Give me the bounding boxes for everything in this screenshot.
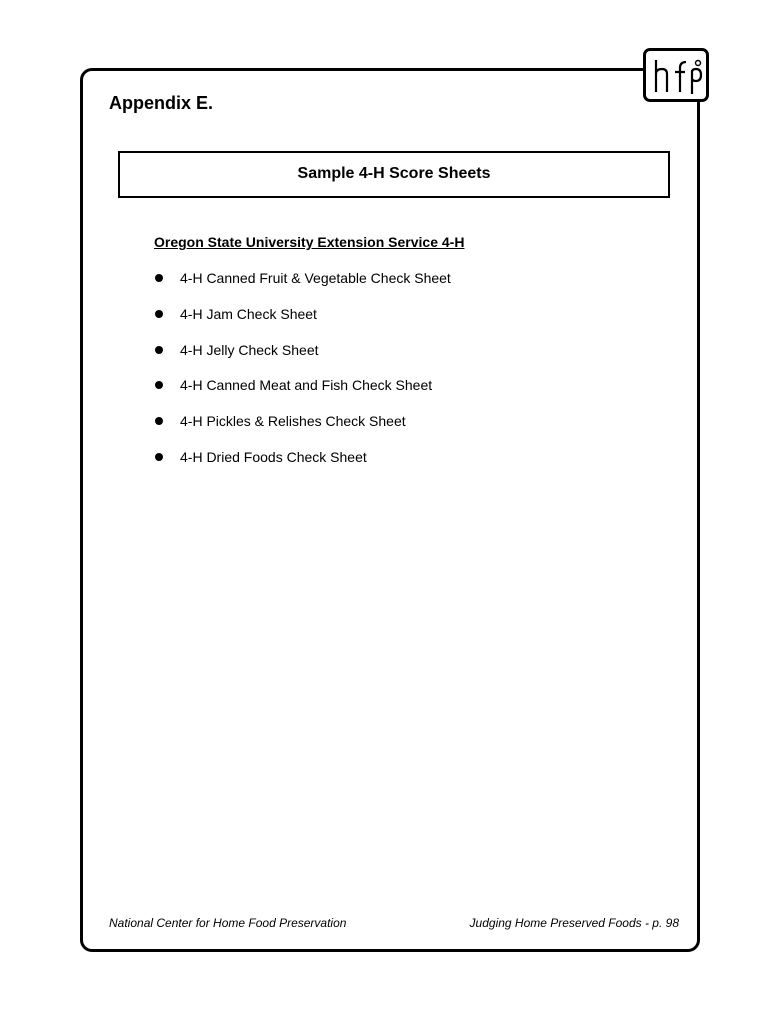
footer-organization: National Center for Home Food Preservation: [109, 916, 347, 930]
list-item-label: 4-H Pickles & Relishes Check Sheet: [180, 413, 406, 430]
bullet-icon: [155, 417, 163, 425]
hfp-logo: [643, 48, 709, 102]
hfp-logo-icon: [650, 54, 704, 98]
sheet-list: [154, 269, 451, 484]
list-item-label: 4-H Canned Fruit & Vegetable Check Sheet: [180, 270, 451, 286]
list-item: [154, 305, 451, 341]
list-item: [154, 376, 451, 412]
list-item-label: 4-H Jam Check Sheet: [180, 305, 317, 322]
footer-page-number: Judging Home Preserved Foods - p. 98: [469, 916, 679, 930]
bullet-icon: [155, 453, 163, 461]
section-title: Sample 4-H Score Sheets: [297, 164, 491, 182]
subheading: Oregon State University Extension Service 4-H: [154, 234, 465, 250]
section-title-box: [118, 151, 670, 198]
appendix-title: Appendix E.: [109, 93, 214, 113]
list-item: [154, 448, 451, 484]
list-item-label: 4-H Jelly Check Sheet: [180, 341, 319, 358]
list-item-label: 4-H Canned Meat and Fish Check Sheet: [180, 377, 433, 394]
bullet-icon: [155, 346, 163, 354]
bullet-icon: [155, 381, 163, 389]
bullet-icon: [155, 274, 163, 282]
list-item: [154, 341, 451, 377]
list-item: [154, 269, 451, 305]
list-item: [154, 412, 451, 448]
list-item-label: 4-H Dried Foods Check Sheet: [180, 448, 367, 465]
bullet-icon: [155, 310, 163, 318]
page-frame: [80, 68, 700, 952]
